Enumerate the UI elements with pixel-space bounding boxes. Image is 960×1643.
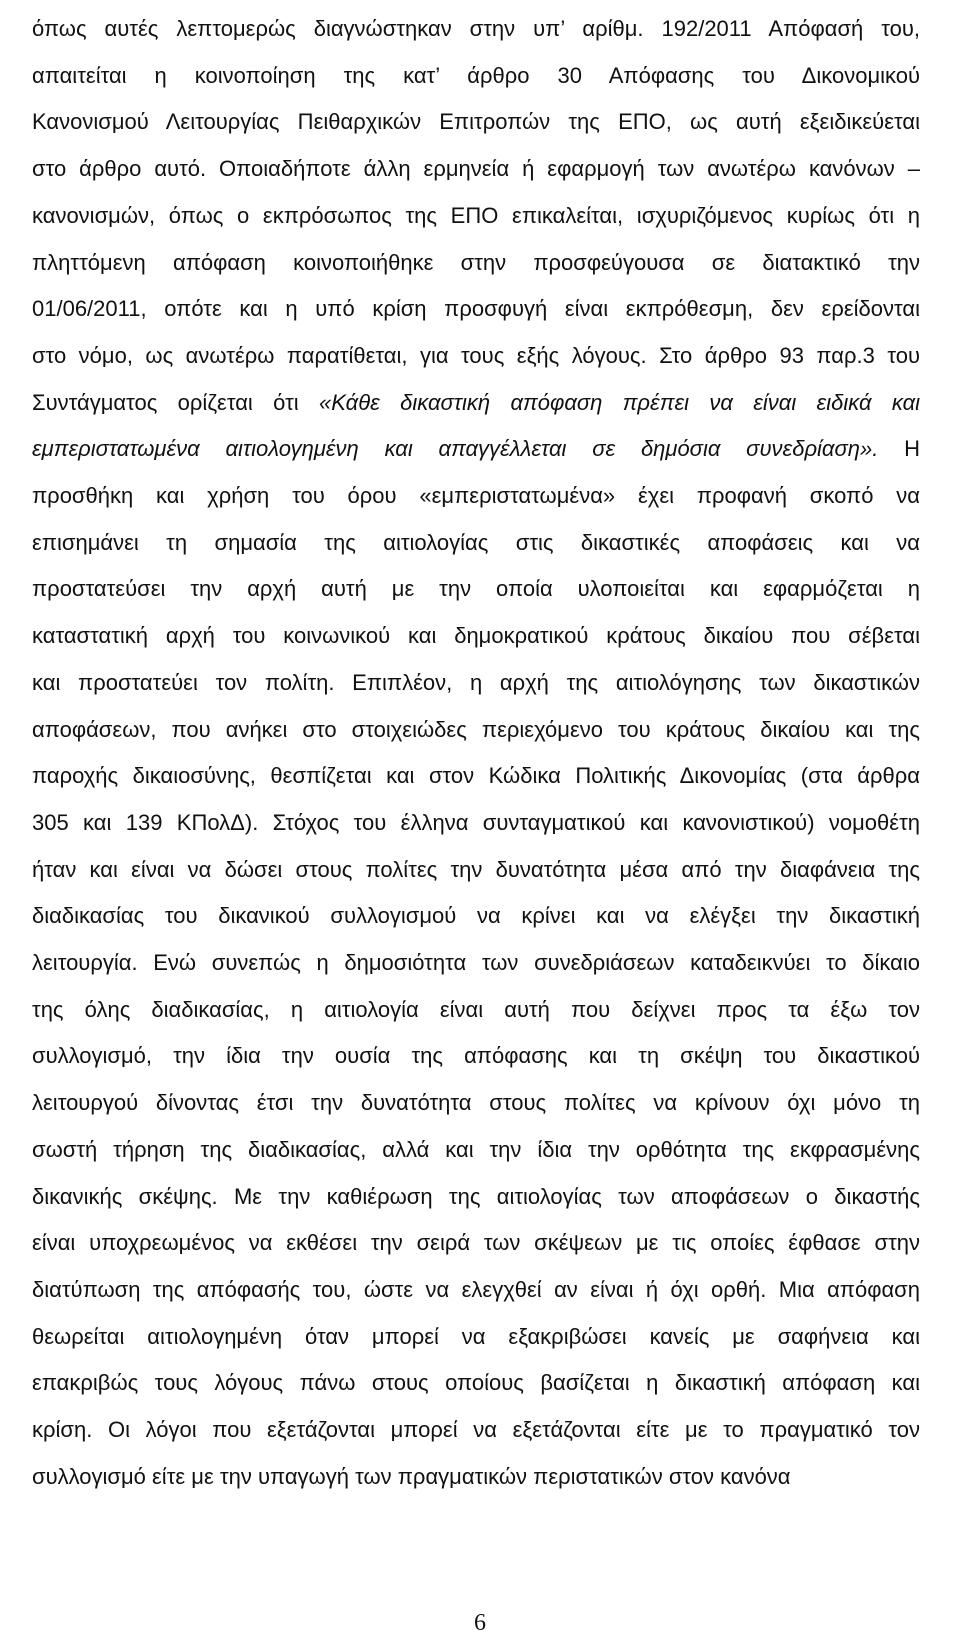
text-line: επακριβώς τους λόγους πάνω στους οποίους βασίζεται η δικαστική απόφαση και xyxy=(32,1370,920,1395)
text-line: προστατεύσει την αρχή αυτή με την οποία υλοποιείται και εφαρμόζεται η xyxy=(32,576,920,601)
text-line: όπως αυτές λεπτομερώς διαγνώστηκαν στην υπ’ αρίθμ. 192/2011 Απόφασή του, xyxy=(32,16,920,41)
text-line: απαιτείται η κοινοποίηση της κατ’ άρθρο 30 Απόφασης του Δικονομικού xyxy=(32,63,920,88)
text-line: δικανικής σκέψης. Με την καθιέρωση της αιτιολογίας των αποφάσεων ο δικαστής xyxy=(32,1184,920,1209)
page-number: 6 xyxy=(474,1610,486,1636)
text-line: 01/06/2011, οπότε και η υπό κρίση προσφυγή είναι εκπρόθεσμη, δεν ερείδονται xyxy=(32,296,920,321)
line-fragment: Η xyxy=(878,436,921,461)
text-line: κρίση. Οι λόγοι που εξετάζονται μπορεί να εξετάζονται είτε με το πραγματικό τον xyxy=(32,1417,920,1442)
text-line: παροχής δικαιοσύνης, θεσπίζεται και στον Κώδικα Πολιτικής Δικονομίας (στα άρθρα xyxy=(32,763,920,788)
text-line: λειτουργού δίνοντας έτσι την δυνατότητα στους πολίτες να κρίνουν όχι μόνο τη xyxy=(32,1090,920,1115)
text-line: καταστατική αρχή του κοινωνικού και δημοκρατικού κράτους δικαίου που σέβεται xyxy=(32,623,920,648)
text-line: διαδικασίας του δικανικού συλλογισμού να κρίνει και να ελέγξει την δικαστική xyxy=(32,903,920,928)
text-line: της όλης διαδικασίας, η αιτιολογία είναι αυτή που δείχνει προς τα έξω τον xyxy=(32,997,920,1022)
text-line: διατύπωση της απόφασής του, ώστε να ελεγχθεί αν είναι ή όχι ορθή. Μια απόφαση xyxy=(32,1277,920,1302)
text-line: κανονισμών, όπως ο εκπρόσωπος της ΕΠΟ επικαλείται, ισχυριζόμενος κυρίως ότι η xyxy=(32,203,920,228)
text-line: αποφάσεων, που ανήκει στο στοιχειώδες περιεχόμενο του κράτους δικαίου και της xyxy=(32,717,920,742)
quoted-italic-text: εμπεριστατωμένα αιτιολογημένη και απαγγέλλεται σε δημόσια συνεδρίαση». xyxy=(32,436,879,461)
text-line: πληττόμενη απόφαση κοινοποιήθηκε στην προσφεύγουσα σε διατακτικό την xyxy=(32,250,920,275)
text-line: συλλογισμό, την ίδια την ουσία της απόφασης και τη σκέψη του δικαστικού xyxy=(32,1043,920,1068)
text-line: στο άρθρο αυτό. Οποιαδήποτε άλλη ερμηνεία ή εφαρμογή των ανωτέρω κανόνων – xyxy=(32,156,920,181)
text-line: προσθήκη και χρήση του όρου «εμπεριστατωμένα» έχει προφανή σκοπό να xyxy=(32,483,920,508)
text-line: επισημάνει τη σημασία της αιτιολογίας στις δικαστικές αποφάσεις και να xyxy=(32,530,920,555)
text-line: λειτουργία. Ενώ συνεπώς η δημοσιότητα των συνεδριάσεων καταδεικνύει το δίκαιο xyxy=(32,950,920,975)
text-line: 305 και 139 ΚΠολΔ). Στόχος του έλληνα συνταγματικού και κανονιστικού) νομοθέτη xyxy=(32,810,920,835)
text-line: στο νόμο, ως ανωτέρω παρατίθεται, για τους εξής λόγους. Στο άρθρο 93 παρ.3 του xyxy=(32,343,920,368)
text-line: ήταν και είναι να δώσει στους πολίτες την δυνατότητα μέσα από την διαφάνεια της xyxy=(32,857,920,882)
text-line xyxy=(32,380,920,426)
text-line: και προστατεύει τον πολίτη. Επιπλέον, η αρχή της αιτιολόγησης των δικαστικών xyxy=(32,670,920,695)
text-line: θεωρείται αιτιολογημένη όταν μπορεί να εξακριβώσει κανείς με σαφήνεια και xyxy=(32,1324,920,1349)
text-line xyxy=(32,426,920,472)
line-fragment: Συντάγματος ορίζεται ότι xyxy=(32,390,319,415)
text-line: Κανονισμού Λειτουργίας Πειθαρχικών Επιτροπών της ΕΠΟ, ως αυτή εξειδικεύεται xyxy=(32,109,920,134)
text-line: είναι υποχρεωμένος να εκθέσει την σειρά των σκέψεων με τις οποίες έφθασε στην xyxy=(32,1230,920,1255)
text-line: σωστή τήρηση της διαδικασίας, αλλά και την ίδια την ορθότητα της εκφρασμένης xyxy=(32,1137,920,1162)
quoted-italic-text: «Κάθε δικαστική απόφαση πρέπει να είναι ειδικά και xyxy=(319,390,920,415)
text-line: συλλογισμό είτε με την υπαγωγή των πραγματικών περιστατικών στον κανόνα xyxy=(32,1464,791,1489)
